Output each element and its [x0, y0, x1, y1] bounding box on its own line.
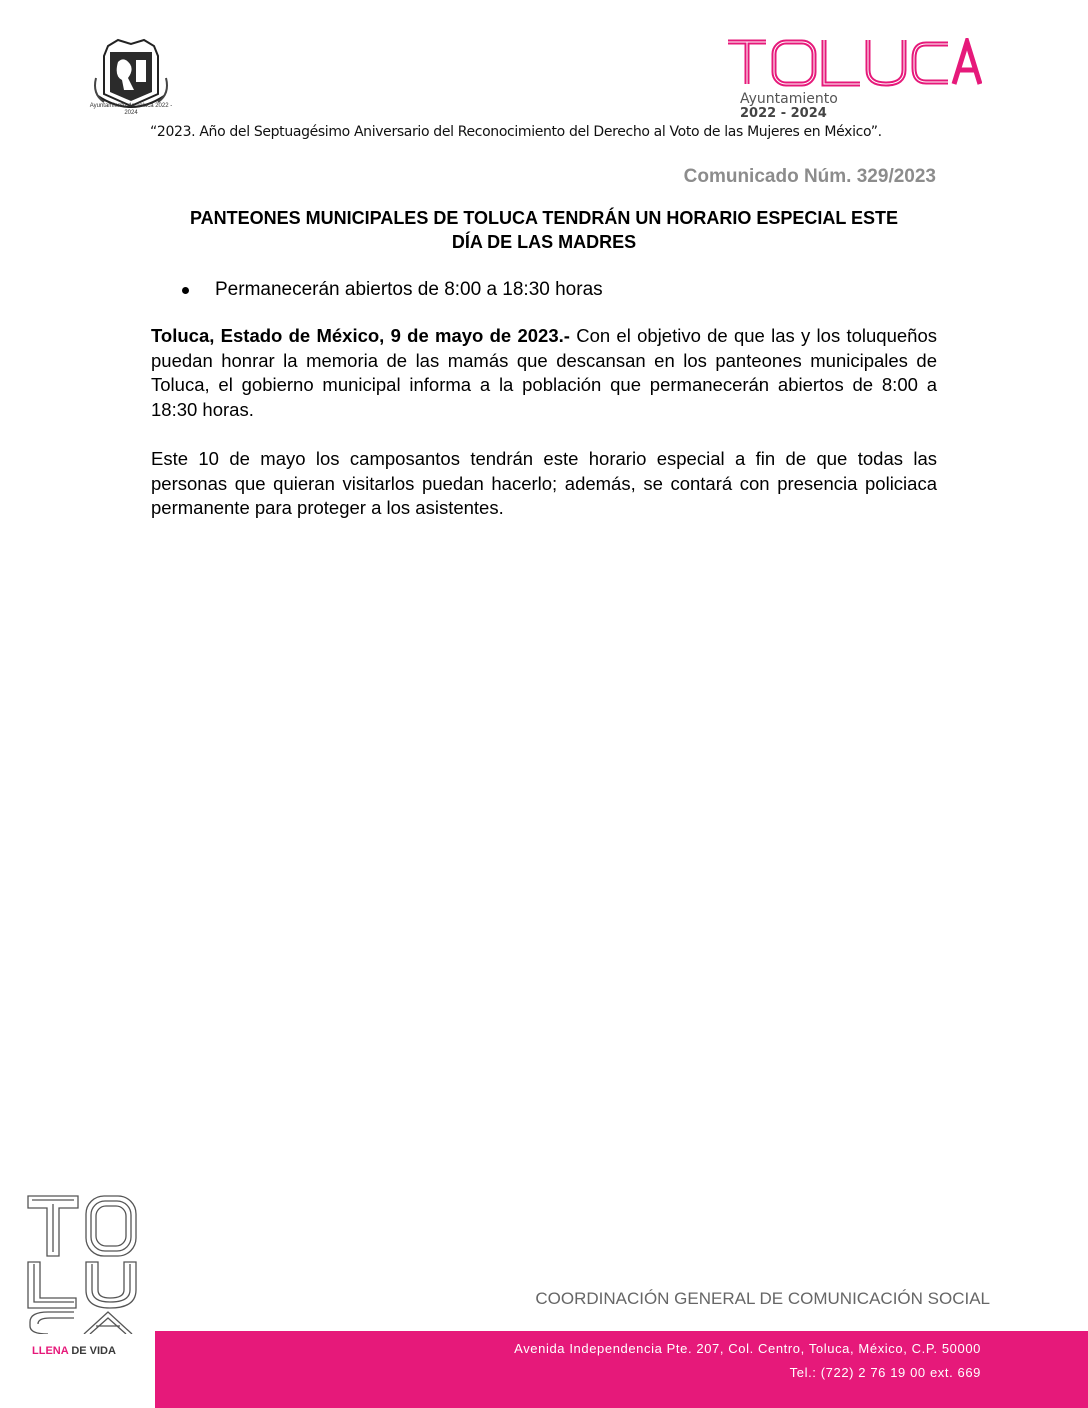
release-number: Comunicado Núm. 329/2023: [683, 166, 936, 187]
bullet-item: [180, 279, 603, 301]
ayuntamiento-label: Ayuntamiento: [740, 91, 838, 107]
footer-tagline-accent: LLENA: [32, 1345, 69, 1357]
headline-line-1: PANTEONES MUNICIPALES DE TOLUCA TENDRÁN UN HORARIO ESPECIAL ESTE: [189, 208, 899, 228]
paragraph-1: [151, 324, 937, 422]
seal-caption: Ayuntamiento de Toluca 2022 - 2024: [89, 103, 173, 116]
year-slogan: “2023. Año del Septuagésimo Aniversario del Reconocimiento del Derecho al Voto de las Mujeres en México”.: [150, 124, 882, 140]
period-label: 2022 - 2024: [740, 106, 827, 121]
headline-line-2: DÍA DE LAS MADRES: [451, 232, 637, 252]
toluca-brand-logo: [726, 38, 982, 88]
footer-phone: Tel.: (722) 2 76 19 00 ext. 669: [789, 1365, 981, 1380]
toluca-stacked-logo: [26, 1194, 142, 1334]
bullet-list: [180, 279, 603, 301]
dateline: Toluca, Estado de México, 9 de mayo de 2023.-: [151, 325, 570, 346]
bullet-dot-icon: [182, 287, 189, 294]
footer-tagline: [32, 1345, 116, 1357]
footer-tagline-rest: DE VIDA: [68, 1345, 116, 1357]
paragraph-2: Este 10 de mayo los camposantos tendrán este horario especial a fin de que todas las personas que quieran visitarlos puedan hacerlo; además, se contará con presencia policiaca permanente para proteger a los asistentes.: [151, 448, 937, 518]
bullet-text: Permanecerán abiertos de 8:00 a 18:30 horas: [215, 279, 603, 300]
paragraph-1-body: Con el objetivo de que las y los toluqueños puedan honrar la memoria de las mamás que descansan en los panteones municipales de Toluca, el gobierno municipal informa a la población que permanecerán abiertos de 8:00 a 18:30 horas.: [151, 325, 937, 420]
headline: [150, 206, 938, 254]
department-name: COORDINACIÓN GENERAL DE COMUNICACIÓN SOCIAL: [535, 1289, 990, 1308]
footer-address: Avenida Independencia Pte. 207, Col. Centro, Toluca, México, C.P. 50000: [514, 1341, 981, 1356]
